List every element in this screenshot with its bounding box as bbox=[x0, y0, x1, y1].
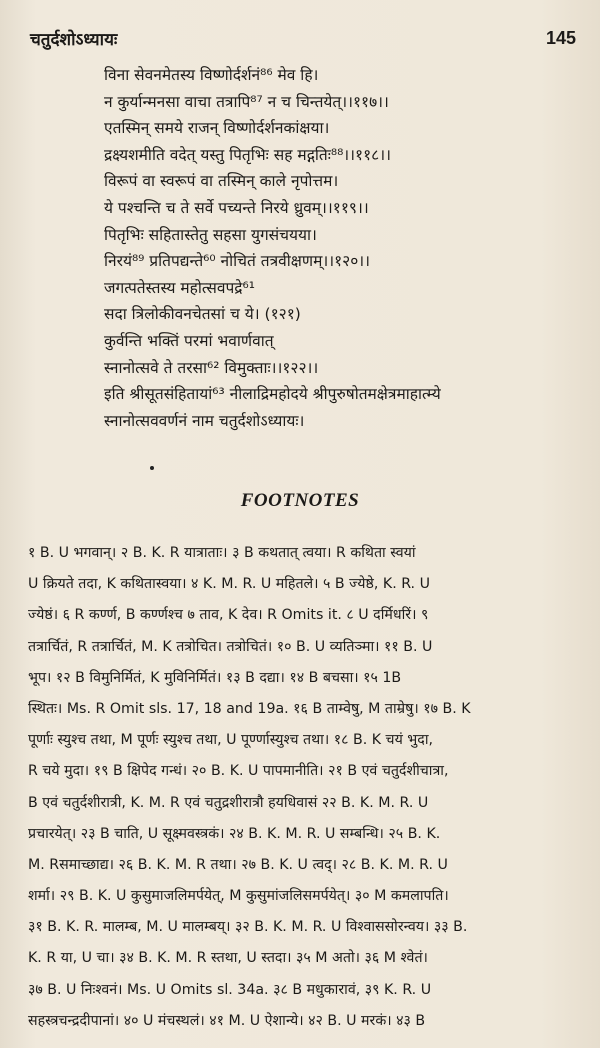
footnote-line: भूप। १२ B विमुनिर्मितं, K मुविनिर्मितं। १३ B दद्या। १४ B बचसा। १५ 1B bbox=[28, 669, 402, 686]
running-header bbox=[30, 24, 576, 52]
page-number: 145 bbox=[545, 27, 576, 48]
footnote-line: ज्येष्ठं। ६ R कर्ण्ण, B कर्ण्णश्च ७ ताव, K देव। R Omits it. ८ U दर्मिधरिं। ९ bbox=[28, 607, 429, 624]
divider-dot bbox=[150, 466, 154, 470]
verse-block bbox=[104, 62, 584, 434]
verse-line: जगत्पतेस्तस्य महोत्सवपद्रे⁶¹ bbox=[104, 278, 255, 297]
verse-line: निरयं⁸⁹ प्रतिपद्यन्ते⁶⁰ नोचितं तत्रवीक्षणम्।।१२०।। bbox=[104, 252, 371, 271]
chapter-title: चतुर्दशोऽध्यायः bbox=[30, 29, 118, 50]
verse-line: स्नानोत्सवे ते तरसा⁶² विमुक्ताः।।१२२।। bbox=[104, 358, 319, 377]
footnote-line: शर्मा। २९ B. K. U कुसुमाजलिमर्पयेत्, M कुसुमांजलिसमर्पयेत्। ३० M कमलापति। bbox=[28, 888, 449, 905]
footnote-line: K. R या, U चा। ३४ B. K. M. R स्तथा, U स्तदा। ३५ M अतो। ३६ M श्वेतं। bbox=[28, 950, 428, 967]
footnote-line: ३७ B. U निःश्वनं। Ms. U Omits sl. 34a. ३८ B मधुकारावं, ३९ K. R. U bbox=[28, 981, 432, 998]
footnote-line: M. Rसमाच्छाद्य। २६ B. K. M. R तथा। २७ B. K. U त्वद्। २८ B. K. M. R. U bbox=[28, 856, 448, 873]
verse-line: सदा त्रिलोकीवनचेतसां च ये। (१२१) bbox=[104, 305, 301, 324]
footnote-line: पूर्णाः स्युश्च तथा, M पूर्णः स्युश्च तथा, U पूर्ण्णास्युश्च तथा। १८ B. K चयं भुदा, bbox=[28, 732, 434, 749]
verse-line: ये पश्चन्ति च ते सर्वे पच्यन्ते निरये ध्रुवम्।।११९।। bbox=[104, 198, 369, 217]
footnote-line: तत्रार्चितं, R तत्रार्चितं, M. K तत्रोचित। तत्रोचितं। १० B. U व्यतिञ्मा। ११ B. U bbox=[28, 638, 433, 655]
footnote-line: प्रचारयेत्। २३ B चाति, U सूक्ष्मवस्त्रकं। २४ B. K. M. R. U सम्बन्धि। २५ B. K. bbox=[28, 825, 441, 842]
verse-line: पितृभिः सहितास्तेतु सहसा युगसंचयया। bbox=[104, 225, 317, 244]
footnote-line: स्थितः। Ms. R Omit sls. 17, 18 and 19a. १६ B ताम्वेषु, M ताम्रेषु। १७ B. K bbox=[28, 700, 471, 717]
verse-line: न कुर्यान्मनसा वाचा तत्रापि⁸⁷ न च चिन्तयेत्।।११७।। bbox=[104, 92, 389, 111]
footnote-line: R चये मुदा। १९ B क्षिपेद गन्धं। २० B. K. U पापमानीति। २१ B एवं चतुर्दशीचात्रा, bbox=[28, 763, 449, 780]
footnote-line: B एवं चतुर्दशीरात्री, K. M. R एवं चतुद्रशीरात्रौ हयधिवासं २२ B. K. M. R. U bbox=[28, 794, 429, 811]
verse-line: द्रक्ष्यशमीति वदेत् यस्तु पितृभिः सह मद्गतिः⁸⁸।।११८।। bbox=[104, 145, 391, 164]
colophon-line: स्नानोत्सववर्णनं नाम चतुर्दशोऽध्यायः। bbox=[104, 411, 305, 430]
verse-line: विना सेवनमेतस्य विष्णोर्दर्शनं⁸⁶ मेव हि। bbox=[104, 66, 319, 84]
verse-line: एतस्मिन् समये राजन् विष्णोर्दर्शनकांक्षया। bbox=[104, 119, 330, 138]
verse-line: विरूपं वा स्वरूपं वा तस्मिन् काले नृपोत्तम। bbox=[104, 172, 339, 191]
footnote-line: ३१ B. K. R. मालम्ब, M. U मालम्बय्। ३२ B. K. M. R. U विश्वाससोरन्वय। ३३ B. bbox=[28, 919, 468, 936]
colophon-line: इति श्रीसूतसंहितायां⁶³ नीलाद्रिमहोदये श्रीपुरुषोतमक्षेत्रमाहात्म्ये bbox=[104, 385, 441, 404]
footnote-line: U क्रियते तदा, K कथितास्वया। ४ K. M. R. U महितले। ५ B ज्येष्ठे, K. R. U bbox=[28, 576, 430, 593]
verse-line: कुर्वन्ति भक्तिं परमां भवार्णवात् bbox=[104, 331, 274, 350]
footnotes-heading: FOOTNOTES bbox=[240, 490, 360, 511]
footnote-line: १ B. U भगवान्। २ B. K. R यात्राताः। ३ B कथतात् त्वया। R कथिता स्वयां bbox=[28, 545, 416, 561]
footnote-line: सहस्त्रचन्द्रदीपानां। ४० U मंचस्थलं। ४१ M. U ऐशान्ये। ४२ B. U मरकं। ४३ B bbox=[28, 1012, 426, 1029]
footnotes-block bbox=[28, 538, 576, 1037]
